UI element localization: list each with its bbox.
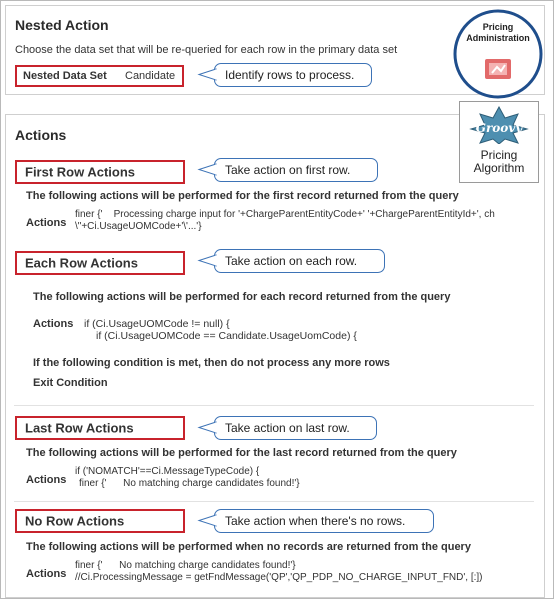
no-row-actions-key: Actions — [26, 568, 67, 580]
pricing-administration-badge — [453, 9, 543, 99]
last-row-actions-key: Actions — [26, 474, 67, 486]
first-row-code-line-1: finer {' Processing charge input for '+ChargeParentEntityCode+' '+ChargeParentEntityId+', ch — [75, 209, 495, 220]
section-divider — [14, 501, 534, 502]
callout-pointer-icon — [199, 68, 216, 81]
each-row-description: The following actions will be performed for each record returned from the query — [33, 291, 451, 303]
no-row-actions-label: No Row Actions — [25, 513, 125, 529]
callout-pointer-icon — [199, 163, 216, 176]
no-row-code-line-2: //Ci.ProcessingMessage = getFndMessage('QP','QP_PDP_NO_CHARGE_INPUT_FND', [:]) — [75, 572, 483, 583]
pricing-algorithm-badge — [459, 101, 539, 183]
callout-last-row-text: Take action on last row. — [225, 421, 350, 435]
last-row-description: The following actions will be performed for the last record returned from the query — [26, 447, 457, 459]
groovy-logo-text: Groovy — [475, 121, 523, 135]
nested-action-description: Choose the data set that will be re-queried for each row in the primary data set — [15, 44, 398, 56]
callout-first-row — [214, 158, 378, 182]
first-row-description: The following actions will be performed for the first record returned from the query — [26, 190, 459, 202]
nested-action-title: Nested Action — [15, 17, 109, 33]
first-row-code-line-2: \"+Ci.UsageUOMCode+'\'...'} — [75, 221, 202, 232]
callout-first-row-text: Take action on first row. — [225, 163, 351, 177]
nested-data-set-field[interactable] — [15, 65, 184, 87]
first-row-actions-key: Actions — [26, 217, 67, 229]
callout-identify-rows-text: Identify rows to process. — [225, 68, 355, 82]
pricing-admin-label: Pricing Administration — [466, 22, 530, 43]
callout-no-rows-text: Take action when there's no rows. — [225, 514, 406, 528]
section-divider — [14, 405, 534, 406]
first-row-actions-heading[interactable] — [15, 160, 185, 184]
exit-condition-label[interactable]: Exit Condition — [33, 377, 108, 389]
no-row-description: The following actions will be performed when no records are returned from the query — [26, 541, 471, 553]
last-row-actions-label: Last Row Actions — [25, 420, 134, 436]
callout-pointer-icon — [199, 514, 216, 527]
callout-last-row — [214, 416, 377, 440]
callout-pointer-icon — [199, 421, 216, 434]
groovy-logo-icon — [465, 106, 533, 144]
callout-identify-rows — [214, 63, 372, 87]
each-row-actions-heading[interactable] — [15, 251, 185, 275]
nested-data-set-label: Nested Data Set — [23, 70, 107, 82]
each-row-condition-text: If the following condition is met, then do not process any more rows — [33, 357, 390, 369]
last-row-code-line-2: finer {' No matching charge candidates found!'} — [79, 478, 300, 489]
callout-each-row — [214, 249, 385, 273]
callout-pointer-icon — [199, 254, 216, 267]
last-row-code-line-1: if ('NOMATCH'==Ci.MessageTypeCode) { — [75, 466, 260, 477]
pricing-algorithm-label: Pricing Algorithm — [473, 148, 525, 175]
first-row-actions-label: First Row Actions — [25, 164, 136, 180]
actions-panel — [5, 114, 545, 598]
callout-no-rows — [214, 509, 434, 533]
nested-data-set-value: Candidate — [125, 70, 176, 82]
callout-each-row-text: Take action on each row. — [225, 254, 358, 268]
actions-title: Actions — [15, 127, 67, 143]
each-row-code-line-1: if (Ci.UsageUOMCode != null) { — [84, 318, 230, 330]
last-row-actions-heading[interactable] — [15, 416, 185, 440]
each-row-actions-label: Each Row Actions — [25, 255, 138, 271]
no-row-actions-heading[interactable] — [15, 509, 185, 533]
each-row-actions-key: Actions — [33, 318, 74, 330]
each-row-code-line-2: if (Ci.UsageUOMCode == Candidate.UsageUomCode) { — [96, 330, 357, 342]
no-row-code-line-1: finer {' No matching charge candidates found!'} — [75, 560, 296, 571]
